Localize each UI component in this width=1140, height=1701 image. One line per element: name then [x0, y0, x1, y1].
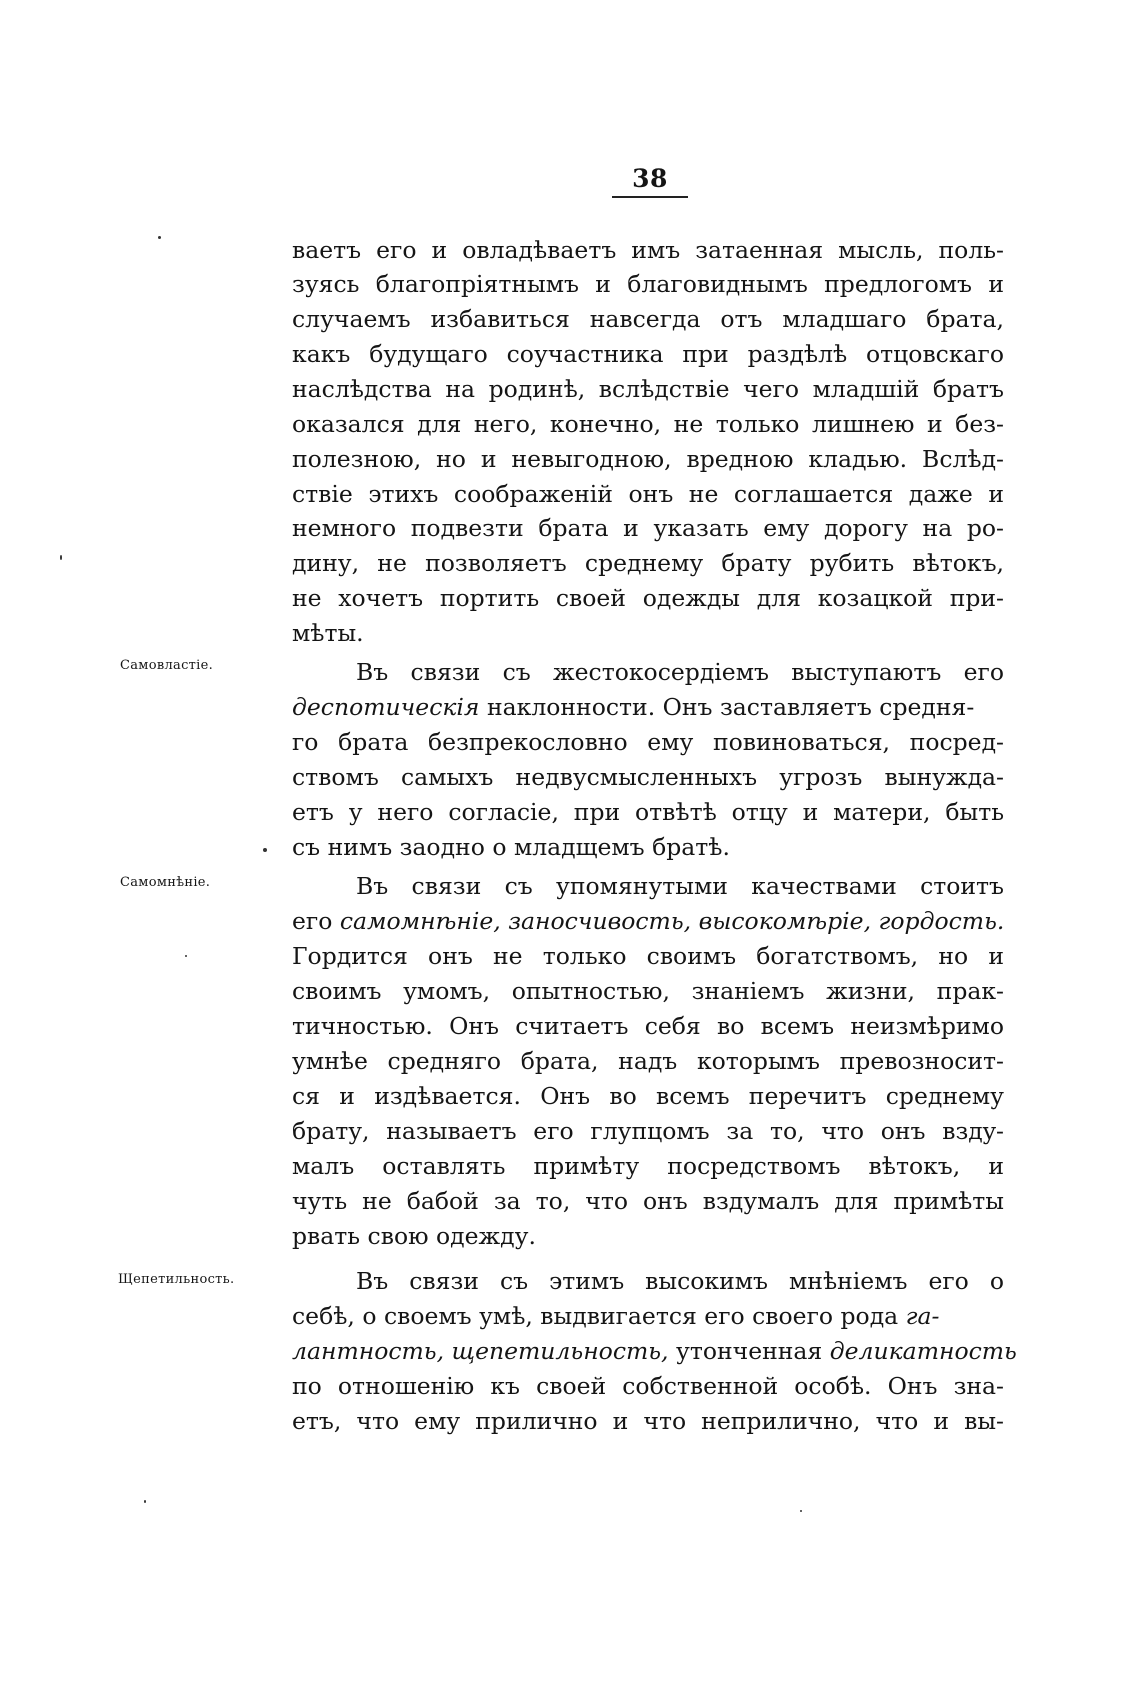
text-line-11: не хочетъ портить своей одежды для козацкой при-	[292, 584, 1004, 612]
text-line-17: етъ у него согласіе, при отвѣтѣ отцу и матери, быть	[292, 798, 1004, 826]
text-line-27: малъ оставлять примѣту посредствомъ вѣтокъ, и	[292, 1152, 1004, 1180]
text-line-12: мѣты.	[292, 619, 364, 647]
margin-note-shchepetilnost: Щепетильность.	[118, 1272, 235, 1287]
text-line-13: Въ связи съ жестокосердіемъ выступаютъ его	[356, 658, 1004, 686]
text-line-32: лантность, щепетильность, утонченная деликатность	[292, 1337, 1017, 1365]
scan-speck	[263, 848, 267, 852]
emphasis-galantnost: лантность, щепетильность,	[292, 1337, 669, 1365]
margin-note-samomnenie: Самомнѣніе.	[120, 875, 211, 890]
emphasis-delikatnost: деликатность	[829, 1337, 1017, 1365]
scan-speck	[800, 1510, 802, 1512]
text-line-1: ваетъ его и овладѣваетъ имъ затаенная мысль, поль-	[292, 236, 1004, 264]
text-line-8: ствіе этихъ соображеній онъ не соглашается даже и	[292, 480, 1004, 508]
text-line-29: рвать свою одежду.	[292, 1222, 536, 1250]
page-number: 38	[632, 164, 668, 193]
emphasis-despoticheskiya: деспотическія	[292, 693, 480, 721]
text-line-22: своимъ умомъ, опытностью, знаніемъ жизни, прак-	[292, 977, 1004, 1005]
text-line-14: деспотическія наклонности. Онъ заставляетъ средня-	[292, 693, 975, 721]
text-line-2: зуясь благопріятнымъ и благовиднымъ предлогомъ и	[292, 270, 1004, 298]
text-line-21: Гордится онъ не только своимъ богатствомъ, но и	[292, 942, 1004, 970]
text-line-9: немного подвезти брата и указать ему дорогу на ро-	[292, 514, 1004, 542]
scan-speck	[185, 955, 187, 957]
scan-speck	[158, 236, 161, 239]
text-line-26: брату, называетъ его глупцомъ за то, что онъ вздy-	[292, 1117, 1004, 1145]
emphasis-samomnenie: самомнѣніе, заносчивость, высокомѣріе, гордость.	[339, 907, 1005, 935]
text-line-23: тичностью. Онъ считаетъ себя во всемъ неизмѣримо	[292, 1012, 1004, 1040]
text-line-5: наслѣдства на родинѣ, вслѣдствіе чего младшій братъ	[292, 375, 1004, 403]
page-number-block	[610, 164, 690, 193]
text-line-10: дину, не позволяетъ среднему брату рубить вѣтокъ,	[292, 549, 1004, 577]
page-number-rule	[612, 196, 688, 198]
text-line-18: съ нимъ заодно о младщемъ братѣ.	[292, 833, 730, 861]
text-line-33: по отношенію къ своей собственной особѣ. Онъ зна-	[292, 1372, 1004, 1400]
text-line-6: оказался для него, конечно, не только лишнею и без-	[292, 410, 1004, 438]
margin-note-samovlastie: Самовластіе.	[120, 658, 214, 673]
text-line-24: умнѣе средняго брата, надъ которымъ превозносит-	[292, 1047, 1004, 1075]
text-line-16: ствомъ самыхъ недвусмысленныхъ угрозъ вынужда-	[292, 763, 1004, 791]
text-line-30: Въ связи съ этимъ высокимъ мнѣніемъ его о	[356, 1267, 1004, 1295]
text-line-25: ся и издѣвается. Онъ во всемъ перечитъ среднему	[292, 1082, 1004, 1110]
text-line-28: чуть не бабой за то, что онъ вздумалъ для примѣты	[292, 1187, 1004, 1215]
text-line-20: его самомнѣніе, заносчивость, высокомѣріе, гордость.	[292, 907, 1005, 935]
scan-speck	[144, 1500, 146, 1503]
scan-speck	[60, 555, 62, 560]
text-line-3: случаемъ избавиться навсегда отъ младшаго брата,	[292, 305, 1004, 333]
text-line-15: го брата безпрекословно ему повиноваться, посред-	[292, 728, 1004, 756]
text-line-4: какъ будущаго соучастника при раздѣлѣ отцовскаго	[292, 340, 1004, 368]
text-line-34: етъ, что ему прилично и что неприлично, что и вы-	[292, 1407, 1004, 1435]
emphasis-ga: га-	[905, 1302, 940, 1330]
text-line-7: полезною, но и невыгодною, вредною кладью. Вслѣд-	[292, 445, 1004, 473]
text-line-19: Въ связи съ упомянутыми качествами стоитъ	[356, 872, 1004, 900]
text-line-31: себѣ, о своемъ умѣ, выдвигается его своего рода га-	[292, 1302, 940, 1330]
